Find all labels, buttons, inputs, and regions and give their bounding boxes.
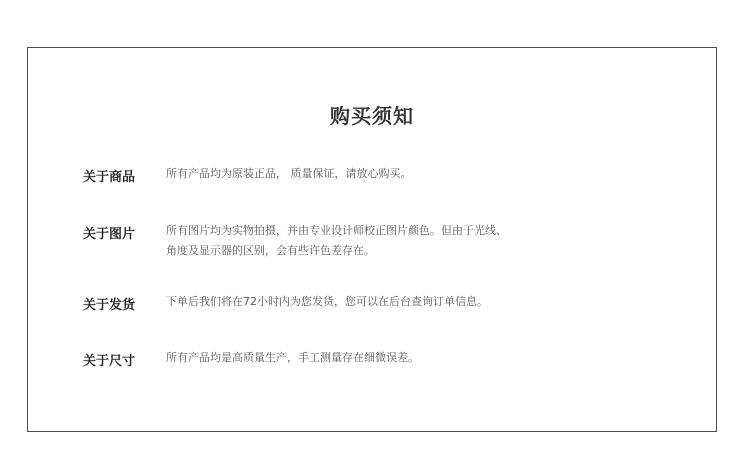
notice-item-label: 关于发货 bbox=[83, 298, 136, 313]
notice-item-label: 关于尺寸 bbox=[83, 354, 136, 369]
purchase-notice-box bbox=[27, 47, 717, 432]
notice-item-line: 角度及显示器的区别，会有些许色差存在。 bbox=[166, 244, 375, 257]
notice-item-line: 所有产品均是高质量生产，手工测量存在细微误差。 bbox=[166, 351, 419, 364]
notice-item-text bbox=[166, 221, 507, 261]
notice-item-text bbox=[166, 164, 412, 184]
notice-item-label: 关于商品 bbox=[83, 170, 136, 185]
notice-title: 购买须知 bbox=[330, 104, 414, 128]
notice-item-label: 关于图片 bbox=[83, 227, 136, 242]
notice-item-text bbox=[166, 292, 488, 312]
notice-item-line: 下单后我们将在72小时内为您发货，您可以在后台查询订单信息。 bbox=[166, 295, 488, 308]
notice-item-text bbox=[166, 348, 419, 368]
notice-item-line: 所有产品均为原装正品， 质量保证，请放心购买。 bbox=[166, 167, 412, 180]
notice-item-line: 所有图片均为实物拍摄，并由专业设计师校正图片颜色。但由于光线、 bbox=[166, 224, 507, 237]
